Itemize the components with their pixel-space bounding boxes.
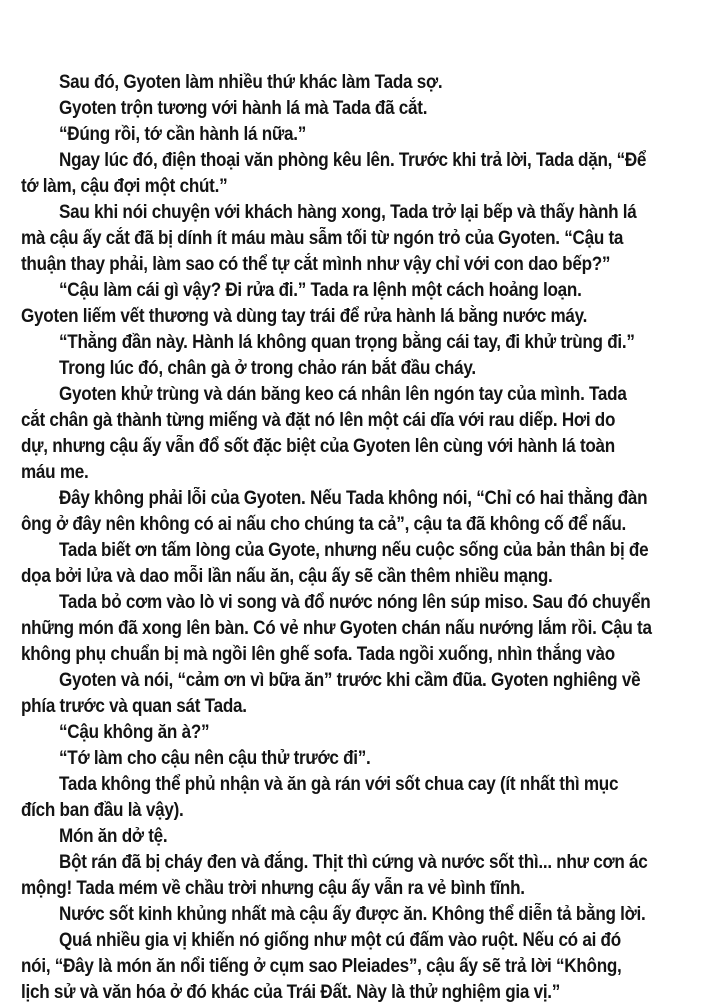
text-line-content: Tada không thể phủ nhận và ăn gà rán với sốt chua cay (ít nhất thì mục xyxy=(59,774,619,795)
text-line-content: Bột rán đã bị cháy đen và đắng. Thịt thì cứng và nước sốt thì... như cơn ác xyxy=(59,852,648,873)
text-line-content: Sau đó, Gyoten làm nhiều thứ khác làm Tada sợ. xyxy=(59,72,443,93)
text-line xyxy=(21,694,699,720)
text-line xyxy=(21,720,699,746)
text-line-content: “Đúng rồi, tớ cần hành lá nữa.” xyxy=(59,124,307,145)
text-line-content: Tada bỏ cơm vào lò vi song và đổ nước nóng lên súp miso. Sau đó chuyển xyxy=(59,592,651,613)
text-line xyxy=(21,642,699,668)
text-line xyxy=(21,200,699,226)
text-line-content: Tada biết ơn tấm lòng của Gyote, nhưng nếu cuộc sống của bản thân bị đe xyxy=(59,540,649,561)
text-line-content: dọa bởi lửa và dao mỗi lần nấu ăn, cậu ấy sẽ cần thêm nhiều mạng. xyxy=(21,566,553,587)
text-line-content: Nước sốt kinh khủng nhất mà cậu ấy được ăn. Không thể diễn tả bằng lời. xyxy=(59,904,646,925)
text-line xyxy=(21,70,699,96)
text-line xyxy=(21,850,699,876)
text-line-content: phía trước và quan sát Tada. xyxy=(21,696,247,717)
text-line xyxy=(21,226,699,252)
text-line-content: dự, nhưng cậu ấy vẫn đổ sốt đặc biệt của Gyoten lên cùng với hành lá toàn xyxy=(21,436,615,457)
text-line-content: Gyoten và nói, “cảm ơn vì bữa ăn” trước khi cầm đũa. Gyoten nghiêng về xyxy=(59,670,641,691)
text-line-content: máu me. xyxy=(21,462,89,483)
text-line xyxy=(21,96,699,122)
text-line-content: Đây không phải lỗi của Gyoten. Nếu Tada không nói, “Chỉ có hai thằng đàn xyxy=(59,488,648,509)
text-line xyxy=(21,590,699,616)
text-line xyxy=(21,304,699,330)
text-line xyxy=(21,876,699,902)
text-line-content: Sau khi nói chuyện với khách hàng xong, Tada trở lại bếp và thấy hành lá xyxy=(59,202,637,223)
text-line xyxy=(21,902,699,928)
text-line xyxy=(21,798,699,824)
text-line-content: thuận thay phải, làm sao có thể tự cắt mình như vậy chỉ với con dao bếp?” xyxy=(21,254,611,275)
text-line-content: không phụ chuẩn bị mà ngồi lên ghế sofa. Tada ngồi xuống, nhìn thẳng vào xyxy=(21,644,615,665)
text-line-content: Gyoten liếm vết thương và dùng tay trái để rửa hành lá bằng nước máy. xyxy=(21,306,588,327)
text-line xyxy=(21,174,699,200)
text-line xyxy=(21,512,699,538)
text-line xyxy=(21,252,699,278)
text-line-content: cắt chân gà thành từng miếng và đặt nó lên một cái dĩa với rau diếp. Hơi do xyxy=(21,410,616,431)
text-line-content: tớ làm, cậu đợi một chút.” xyxy=(21,176,228,197)
text-line xyxy=(21,980,699,1006)
text-line-content: Món ăn dở tệ. xyxy=(59,826,168,847)
text-line-content: Ngay lúc đó, điện thoại văn phòng kêu lên. Trước khi trả lời, Tada dặn, “Để xyxy=(59,150,647,171)
text-line xyxy=(21,772,699,798)
text-line-content: ông ở đây nên không có ai nấu cho chúng ta cả”, cậu ta đã không cố để nấu. xyxy=(21,514,627,535)
text-line xyxy=(21,954,699,980)
text-line-content: lịch sử và văn hóa ở đó khác của Trái Đất. Này là thử nghiệm gia vị.” xyxy=(21,982,561,1003)
text-line xyxy=(21,460,699,486)
novel-text-page xyxy=(21,70,699,1006)
text-line-content: Quá nhiều gia vị khiến nó giống như một cú đấm vào ruột. Nếu có ai đó xyxy=(59,930,621,951)
text-lines xyxy=(21,70,699,1006)
text-line-content: nói, “Đây là món ăn nổi tiếng ở cụm sao Pleiades”, cậu ấy sẽ trả lời “Không, xyxy=(21,956,622,977)
text-line-content: Trong lúc đó, chân gà ở trong chảo rán bắt đầu cháy. xyxy=(59,358,476,379)
text-line xyxy=(21,928,699,954)
text-line xyxy=(21,278,699,304)
text-line xyxy=(21,148,699,174)
text-line xyxy=(21,616,699,642)
text-line-content: mà cậu ấy cắt đã bị dính ít máu màu sẫm tối từ ngón trỏ của Gyoten. “Cậu ta xyxy=(21,228,624,249)
text-line xyxy=(21,356,699,382)
text-line xyxy=(21,824,699,850)
text-line xyxy=(21,486,699,512)
text-line-content: đích ban đầu là vậy). xyxy=(21,800,184,821)
text-line xyxy=(21,538,699,564)
text-line xyxy=(21,668,699,694)
text-line xyxy=(21,434,699,460)
text-line xyxy=(21,382,699,408)
text-line xyxy=(21,122,699,148)
text-line-content: những món đã xong lên bàn. Có vẻ như Gyoten chán nấu nướng lắm rồi. Cậu ta xyxy=(21,618,652,639)
text-line-content: mộng! Tada mém về chầu trời nhưng cậu ấy vẫn ra vẻ bình tĩnh. xyxy=(21,878,525,899)
text-line-content: “Cậu làm cái gì vậy? Đi rửa đi.” Tada ra lệnh một cách hoảng loạn. xyxy=(59,280,582,301)
text-line-content: “Thằng đần này. Hành lá không quan trọng bằng cái tay, đi khử trùng đi.” xyxy=(59,332,635,353)
text-line-content: “Tớ làm cho cậu nên cậu thử trước đi”. xyxy=(59,748,371,769)
text-line xyxy=(21,408,699,434)
text-line xyxy=(21,564,699,590)
text-line-content: Gyoten trộn tương với hành lá mà Tada đã cắt. xyxy=(59,98,428,119)
text-line xyxy=(21,330,699,356)
text-line-content: Gyoten khử trùng và dán băng keo cá nhân lên ngón tay của mình. Tada xyxy=(59,384,627,405)
text-line xyxy=(21,746,699,772)
text-line-content: “Cậu không ăn à?” xyxy=(59,722,210,743)
